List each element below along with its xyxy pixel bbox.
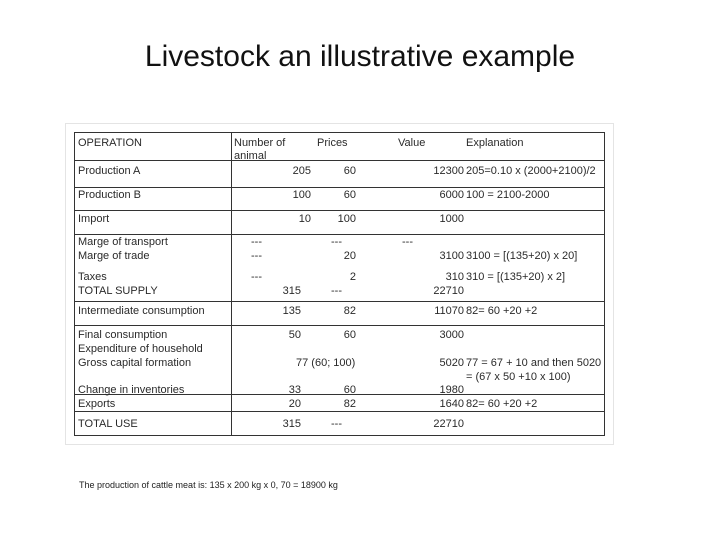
row-explanation: 82= 60 +20 +2: [466, 398, 538, 410]
table-rule-b: [74, 210, 605, 211]
row-price: ---: [331, 285, 342, 297]
row-value: 11070: [434, 305, 464, 317]
row-number: 50: [288, 329, 301, 341]
row-label: TOTAL USE: [78, 418, 138, 430]
row-label: Production A: [78, 165, 141, 177]
table-rule-exports: [74, 411, 605, 412]
row-number: ---: [251, 236, 262, 248]
row-label: Production B: [78, 189, 141, 201]
row-value: 1000: [439, 213, 464, 225]
row-number: 100: [292, 189, 311, 201]
row-value: 5020: [439, 357, 464, 369]
row-value: 6000: [439, 189, 464, 201]
row-explanation: 310 = [(135+20) x 2]: [466, 271, 566, 283]
row-price: 82: [343, 398, 356, 410]
row-explanation: 3100 = [(135+20) x 20]: [466, 250, 578, 262]
row-number: 315: [282, 285, 301, 297]
row-value: 3000: [439, 329, 464, 341]
row-price: 60: [343, 189, 356, 201]
table-rule-bottom: [74, 435, 605, 436]
row-label: Taxes: [78, 271, 107, 283]
row-explanation-line2: = (67 x 50 +10 x 100): [466, 371, 571, 383]
row-value: 22710: [433, 418, 464, 430]
row-explanation: 77 = 67 + 10 and then 5020: [466, 357, 602, 369]
footnote: The production of cattle meat is: 135 x 200 kg x 0, 70 = 18900 kg: [79, 480, 338, 490]
row-price: 2: [349, 271, 356, 283]
row-number: 10: [298, 213, 311, 225]
row-number: 77 (60; 100): [296, 357, 356, 369]
table-rule-col: [231, 132, 232, 435]
table-rule-intermediate: [74, 325, 605, 326]
table-rule-left: [74, 132, 75, 435]
row-value: 12300: [433, 165, 464, 177]
slide-title: Livestock an illustrative example: [144, 40, 576, 73]
row-explanation: 82= 60 +20 +2: [466, 305, 538, 317]
header-prices: Prices: [317, 137, 348, 149]
table-rule-header: [74, 160, 605, 161]
row-label: Change in inventories: [78, 384, 185, 396]
row-number: ---: [251, 271, 262, 283]
table-rule-a: [74, 187, 605, 188]
row-number: 205: [292, 165, 311, 177]
row-label: Import: [78, 213, 110, 225]
row-price: 60: [343, 384, 356, 396]
row-number: 20: [288, 398, 301, 410]
header-number: Number of animal: [234, 137, 286, 162]
row-label: Marge of trade: [78, 250, 150, 262]
row-number: 315: [282, 418, 301, 430]
header-operation: OPERATION: [78, 137, 142, 149]
row-number: 33: [288, 384, 301, 396]
row-label: TOTAL SUPPLY: [78, 285, 158, 297]
row-label: Gross capital formation: [78, 357, 192, 369]
row-price: 60: [343, 165, 356, 177]
row-price: ---: [331, 236, 342, 248]
row-number: 135: [282, 305, 301, 317]
row-value: 1640: [439, 398, 464, 410]
row-label: Marge of transport: [78, 236, 168, 248]
row-value: 310: [445, 271, 464, 283]
row-number: ---: [251, 250, 262, 262]
row-price: 100: [337, 213, 356, 225]
row-label: Exports: [78, 398, 116, 410]
row-label: Intermediate consumption: [78, 305, 205, 317]
header-explanation: Explanation: [466, 137, 524, 149]
header-value: Value: [398, 137, 426, 149]
row-price: 82: [343, 305, 356, 317]
row-label: Expenditure of household: [78, 343, 203, 355]
row-explanation: 205=0.10 x (2000+2100)/2: [466, 165, 596, 177]
row-value: 3100: [439, 250, 464, 262]
table-rule-top: [74, 132, 605, 133]
row-explanation: 100 = 2100-2000: [466, 189, 550, 201]
table-rule-right: [604, 132, 605, 435]
table-rule-supply: [74, 301, 605, 302]
row-value: 22710: [433, 285, 464, 297]
row-price: 20: [343, 250, 356, 262]
row-price: ---: [331, 418, 342, 430]
table-rule-import: [74, 234, 605, 235]
livestock-table: [65, 123, 614, 445]
row-value: 1980: [439, 384, 464, 396]
row-value: ---: [402, 236, 413, 248]
row-price: 60: [343, 329, 356, 341]
row-label: Final consumption: [78, 329, 168, 341]
